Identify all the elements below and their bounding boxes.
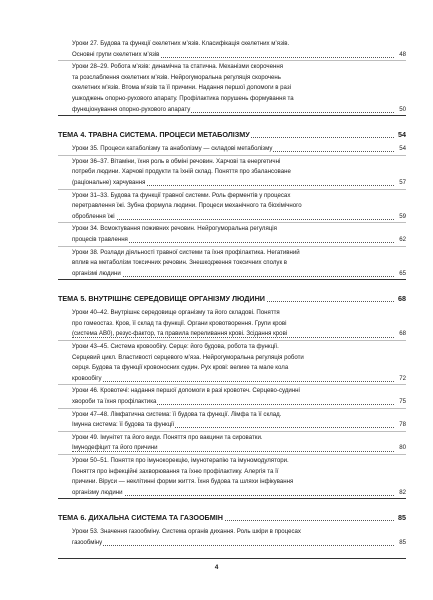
toc-entry-line bbox=[72, 456, 406, 467]
toc-entry-line bbox=[72, 105, 406, 116]
toc-entry-text: та розслаблення скелетних м’язів. Нейрогуморальна регуляція скорочень bbox=[72, 73, 281, 81]
toc-entry-line bbox=[72, 467, 406, 478]
toc-entry-text: Уроки 28–29. Робота м’язів: динамічна та статична. Механізми скорочення bbox=[72, 63, 284, 71]
toc-entry bbox=[58, 409, 406, 432]
toc-entry-line bbox=[72, 157, 406, 168]
toc-entry bbox=[58, 143, 406, 156]
toc-page-ref: 54 bbox=[398, 144, 406, 155]
theme-heading bbox=[58, 124, 406, 143]
section-rule bbox=[58, 279, 406, 288]
toc-entry-text: організмі людини bbox=[72, 269, 121, 277]
toc-entry bbox=[58, 385, 406, 408]
theme-title: ТЕМА 4. ТРАВНА СИСТЕМА. ПРОЦЕСИ МЕТАБОЛІЗМУ bbox=[58, 130, 250, 140]
theme-heading bbox=[58, 288, 406, 307]
toc-entry-line bbox=[72, 94, 406, 105]
toc-entry-text: хвороби та їхня профілактика bbox=[72, 398, 157, 406]
toc-entry bbox=[58, 455, 406, 498]
toc-entry-line bbox=[72, 191, 406, 202]
toc-entry-text: Уроки 46. Кровотечі: надання першої допомоги в разі кровотеч. Серцево-судинні bbox=[72, 387, 300, 395]
toc-entry-text: Уроки 31–33. Будова та функції травної системи. Роль ферментів у процесах bbox=[72, 191, 291, 199]
toc-page-ref: 65 bbox=[398, 269, 406, 280]
toc-entry-line bbox=[72, 342, 406, 353]
toc-entry-line bbox=[72, 363, 406, 374]
toc-entry-line bbox=[72, 83, 406, 94]
toc-entry-text: потреби людини. Харчові продукти та їхній склад. Поняття про збалансоване bbox=[72, 168, 291, 176]
toc-entry-line bbox=[72, 443, 406, 454]
toc-entry-text: Серцевий цикл. Властивості серцевого м’яза. Нейрогуморальна регуляція роботи bbox=[72, 353, 304, 361]
toc-entry-line bbox=[72, 329, 406, 340]
toc-entry-text: Уроки 36–37. Вітаміни, їхня роль в обміні речовин. Харчові та енергетичні bbox=[72, 157, 281, 165]
toc-entry-line bbox=[72, 410, 406, 421]
toc-entry-line bbox=[72, 386, 406, 397]
footer-rule bbox=[58, 558, 406, 559]
toc-entry-text: (система АВ0), резус-фактор, та правила переливання крові. Зсідання крові bbox=[72, 330, 288, 338]
theme-title: ТЕМА 5. ВНУТРІШНЄ СЕРЕДОВИЩЕ ОРГАНІЗМУ ЛЮДИНИ bbox=[58, 294, 265, 304]
toc-entry-line bbox=[72, 167, 406, 178]
toc-entry-line bbox=[72, 353, 406, 364]
toc-page-ref: 80 bbox=[398, 443, 406, 454]
toc-entry bbox=[58, 61, 406, 115]
toc-entry bbox=[58, 38, 406, 61]
toc-entry-line bbox=[72, 397, 406, 408]
toc-entry-text: газообміну bbox=[72, 538, 103, 546]
toc-entry-line bbox=[72, 258, 406, 269]
toc-entry-text: серця. Будова та функції кровоносних судин. Рух крові: велике та мале кола bbox=[72, 364, 289, 372]
toc-entry-text: Імунна система: її будова та функції bbox=[72, 421, 175, 429]
toc-entry-text: Уроки 40–42. Внутрішнє середовище організму та його складові. Поняття bbox=[72, 309, 280, 317]
section-rule bbox=[58, 498, 406, 507]
toc-entry-line bbox=[72, 212, 406, 223]
theme-title: ТЕМА 6. ДИХАЛЬНА СИСТЕМА ТА ГАЗООБМІН bbox=[58, 513, 223, 523]
toc-page-ref: 85 bbox=[398, 538, 406, 549]
toc-entry-text: Уроки 34. Всмоктування поживних речовин. Нейрогуморальна регуляція bbox=[72, 225, 277, 233]
toc-entry-text: процесів травлення bbox=[72, 235, 128, 243]
toc-entry-text: Імунодефіцит та його причини bbox=[72, 444, 158, 452]
toc-entry bbox=[58, 223, 406, 246]
toc-entry-line bbox=[72, 269, 406, 280]
toc-page-ref: 75 bbox=[398, 397, 406, 408]
toc-entry-line bbox=[72, 201, 406, 212]
toc-entry-text: кровообігу bbox=[72, 374, 102, 382]
toc-page-ref: 72 bbox=[398, 374, 406, 385]
theme-page-ref: 68 bbox=[398, 294, 406, 304]
toc-entry-line bbox=[72, 144, 406, 155]
toc-entry-text: причини. Віруси — неклітинні форми життя. Їхня будова та шляхи інфікування bbox=[72, 478, 294, 486]
toc-entry-line bbox=[72, 420, 406, 431]
page-number: 4 bbox=[214, 564, 219, 571]
toc-entry-line bbox=[72, 235, 406, 246]
toc-entry-text: Уроки 47–48. Лімфатична система: її будова та функції. Лімфа та її склад. bbox=[72, 410, 282, 418]
toc-entry-line bbox=[72, 538, 406, 549]
toc-page-ref: 78 bbox=[398, 420, 406, 431]
theme-heading bbox=[58, 507, 406, 526]
toc-entry-line bbox=[72, 374, 406, 385]
toc-entry-text: Уроки 50–51. Поняття про імунокорекцію, імунотерапію та імуномодулятори. bbox=[72, 457, 289, 464]
toc-entry-line bbox=[72, 248, 406, 259]
theme-page-ref: 85 bbox=[398, 513, 406, 523]
toc-entry bbox=[58, 156, 406, 190]
toc-page-ref: 48 bbox=[398, 50, 406, 61]
toc-page-ref: 59 bbox=[398, 212, 406, 223]
table-of-contents bbox=[58, 38, 406, 549]
toc-entry-line bbox=[72, 308, 406, 319]
toc-entry-text: функціонування опорно-рухового апарату bbox=[72, 105, 191, 113]
toc-entry-line bbox=[72, 477, 406, 488]
toc-entry bbox=[58, 307, 406, 341]
toc-entry bbox=[58, 432, 406, 455]
theme-page-ref: 54 bbox=[398, 130, 406, 140]
toc-entry-text: перетравлення їжі. Зубна формула людини. Процеси механічного та біохімічного bbox=[72, 202, 302, 210]
toc-entry-line bbox=[72, 62, 406, 73]
toc-entry-text: Уроки 27. Будова та функції скелетних м’язів. Класифікація скелетних м’язів. bbox=[72, 40, 290, 47]
toc-entry-text: про гомеостаз. Кров, її склад та функції. Органи кровотворення. Групи крові bbox=[72, 319, 287, 327]
toc-entry-text: Основні групи скелетних м’язів bbox=[72, 50, 160, 58]
toc-page-ref: 50 bbox=[398, 105, 406, 116]
toc-entry-text: скелетних м’язів. Втома м’язів та її причини. Надання першої допомоги в разі bbox=[72, 84, 292, 92]
toc-page-ref: 68 bbox=[398, 329, 406, 340]
toc-page-ref: 82 bbox=[398, 488, 406, 499]
toc-entry-line bbox=[72, 50, 406, 61]
toc-entry bbox=[58, 247, 406, 280]
toc-entry-line bbox=[72, 224, 406, 235]
toc-entry-line bbox=[72, 178, 406, 189]
toc-entry bbox=[58, 526, 406, 548]
toc-page-ref: 57 bbox=[398, 178, 406, 189]
toc-entry-text: (раціональне) харчування bbox=[72, 178, 146, 186]
toc-entry-text: оброблення їжі bbox=[72, 212, 115, 220]
toc-entry-text: організму людини bbox=[72, 488, 123, 496]
toc-entry-text: Уроки 35. Процеси катаболізму та анаболізму — складові метаболізму bbox=[72, 145, 273, 153]
toc-entry-line bbox=[72, 488, 406, 499]
toc-entry-line bbox=[72, 319, 406, 330]
toc-entry-line bbox=[72, 39, 406, 50]
toc-entry-text: Уроки 49. Імунітет та його види. Поняття про вакцини та сироватки. bbox=[72, 433, 263, 441]
section-rule bbox=[58, 115, 406, 124]
toc-entry-text: Поняття про інфекційні захворювання та їхню профілактику. Алергія та її bbox=[72, 467, 279, 475]
toc-entry-line bbox=[72, 527, 406, 538]
toc-entry-text: вплив на метаболізм токсичних речовин. Знешкодження токсичних сполук в bbox=[72, 259, 288, 267]
toc-page-ref: 62 bbox=[398, 235, 406, 246]
toc-entry-text: ушкоджень опорно-рухового апарату. Профілактика порушень формування та bbox=[72, 94, 294, 102]
toc-entry bbox=[58, 190, 406, 224]
toc-entry-text: Уроки 53. Значення газообміну. Система органів дихання. Роль шкіри в процесах bbox=[72, 528, 301, 536]
toc-entry-text: Уроки 38. Розлади діяльності травної системи та їхня профілактика. Негативний bbox=[72, 248, 300, 256]
toc-entry-text: Уроки 43–45. Система кровообігу. Серце: його будова, робота та функції. bbox=[72, 343, 279, 351]
toc-entry-line bbox=[72, 433, 406, 444]
toc-entry-line bbox=[72, 73, 406, 84]
toc-entry bbox=[58, 341, 406, 385]
